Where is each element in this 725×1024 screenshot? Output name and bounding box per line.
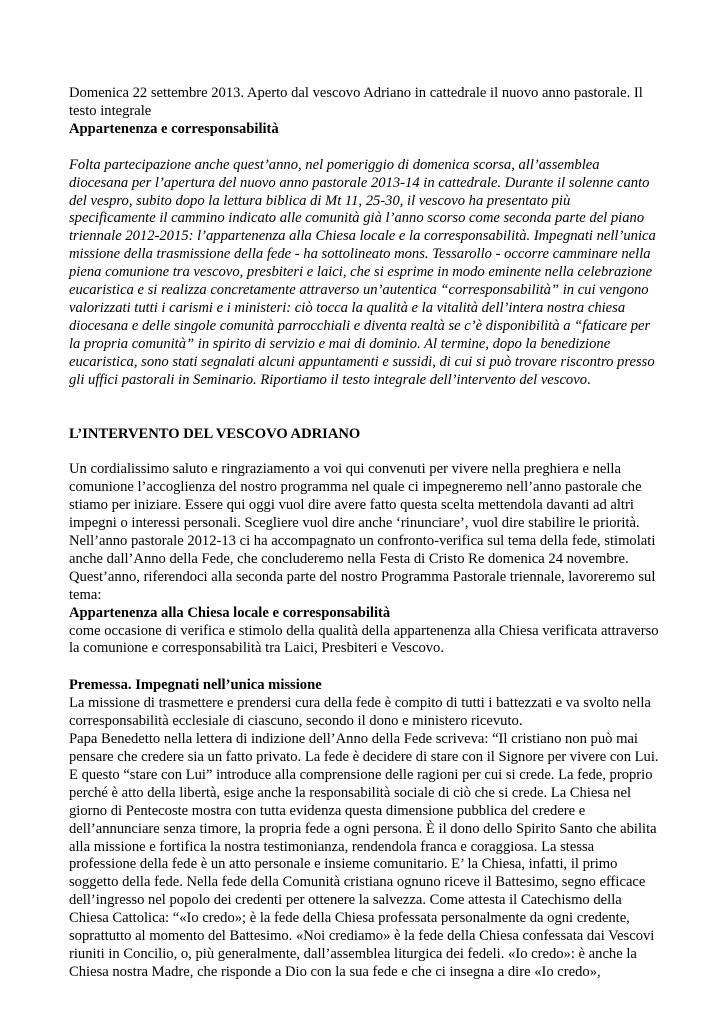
spacer xyxy=(69,139,659,157)
article-title: Appartenenza e corresponsabilità xyxy=(69,120,279,137)
lead-paragraph xyxy=(69,157,659,390)
spacer xyxy=(69,390,659,426)
spacer xyxy=(69,443,659,461)
section-heading-premessa: Premessa. Impegnati nell’unica missione xyxy=(69,677,322,694)
lead-paragraph-period: . xyxy=(587,371,591,388)
section-heading-intervento: L’INTERVENTO DEL VESCOVO ADRIANO xyxy=(69,425,361,442)
premessa-paragraph-2: Papa Benedetto nella lettera di indizione dell’Anno della Fede scriveva: “Il cristiano non può mai pensare che credere sia un fatto privato. La fede è decidere di stare con il Signore per vivere con Lui. E questo “stare con Lui” introduce alla comprensione delle ragioni per cui si crede. La fede, proprio perché è atto della libertà, esige anche la responsabilità sociale di ciò che si crede. La Chiesa nel giorno di Pentecoste mostra con tutta evidenza questa dimensione pubblica del credere e dell’annunciare senza timore, la propria fede a ogni persona. È il dono dello Spirito Santo che abilita alla missione e fortifica la nostra testimonianza, rendendola franca e coraggiosa. La stessa professione della fede è un atto personale e insieme comunitario. E’ la Chiesa, infatti, il primo soggetto della fede. Nella fede della Comunità cristiana ognuno riceve il Battesimo, segno efficace dell’ingresso nel popolo dei credenti per ottenere la salvezza. Come attesta il Catechismo della Chiesa Cattolica: “«Io credo»; è la fede della Chiesa professata personalmente da ogni credente, soprattutto al momento del Battesimo. «Noi crediamo» è la fede della Chiesa confessata dai Vescovi riuniti in Concilio, o, più generalmente, dall’assemblea liturgica dei fedeli. «Io credo»: è anche la Chiesa nostra Madre, che risponde a Dio con la sua fede e che ci insegna a dire «Io credo», xyxy=(69,731,659,980)
lead-paragraph-text: Folta partecipazione anche quest’anno, nel pomeriggio di domenica scorsa, all’assemblea diocesana per l’apertura del nuovo anno pastorale 2013-14 in cattedrale. Durante il solenne canto del vespro, subito dopo la lettura biblica di Mt 11, 25-30, il vescovo ha presentato più specificamente il cammino indicato alle comunità già l’anno scorso come seconda parte del piano triennale 2012-2015: l’appartenenza alla Chiesa locale e la corresponsabilità. Impegnati nell’unica missione della trasmissione della fede - ha sottolineato mons. Tessarollo - occorre camminare nella piena comunione tra vescovo, presbiteri e laici, che si esprime in modo eminente nella celebrazione eucaristica e si realizza concretamente attraverso un’autentica “corresponsabilità” in cui vengono valorizzati tutti i carismi e i ministeri: ciò tocca la qualità e la vitalità dell’intera nostra chiesa diocesana e delle singole comunità parrocchiali e diventa realtà se c’è disponibilità a “faticare per la propria comunità” in spirito di servizio e mai di dominio. Al termine, dopo la benedizione eucaristica, sono stati segnalati alcuni appuntamenti e sussidi, di cui si può trovare riscontro presso gli uffici pastorali in Seminario. Riportiamo il testo integrale dell’intervento del vescovo xyxy=(69,156,656,388)
theme-title: Appartenenza alla Chiesa locale e corresponsabilità xyxy=(69,604,391,621)
intro-line: Domenica 22 settembre 2013. Aperto dal vescovo Adriano in cattedrale il nuovo anno pastorale. Il testo integrale xyxy=(69,85,643,119)
premessa-paragraph-1: La missione di trasmettere e prendersi cura della fede è compito di tutti i battezzati e va svolto nella corresponsabilità ecclesiale di ciascuno, secondo il dono e ministero ricevuto. xyxy=(69,695,651,730)
intervento-paragraph: Un cordialissimo saluto e ringraziamento a voi qui convenuti per vivere nella preghiera e nella comunione l’accoglienza del nostro programma nel quale ci impegneremo nell’anno pastorale che stiamo per iniziare. Essere qui oggi vuol dire avere fatto questa scelta mettendola davanti ad altri impegni o interessi personali. Scegliere vuol dire anche ‘rinunciare’, vuol dire stabilire le priorità. Nell’anno pastorale 2012-13 ci ha accompagnato un confronto-verifica sul tema della fede, stimolati anche dall’Anno della Fede, che concluderemo nella Festa di Cristo Re domenica 24 novembre. Quest’anno, riferendoci alla seconda parte del nostro Programma Pastorale triennale, lavoreremo sul tema: xyxy=(69,461,656,603)
theme-text: come occasione di verifica e stimolo della qualità della appartenenza alla Chiesa verificata attraverso la comunione e corresponsabilità tra Laici, Presbiteri e Vescovo. xyxy=(69,622,659,657)
spacer xyxy=(69,658,659,677)
document-page xyxy=(69,85,659,982)
